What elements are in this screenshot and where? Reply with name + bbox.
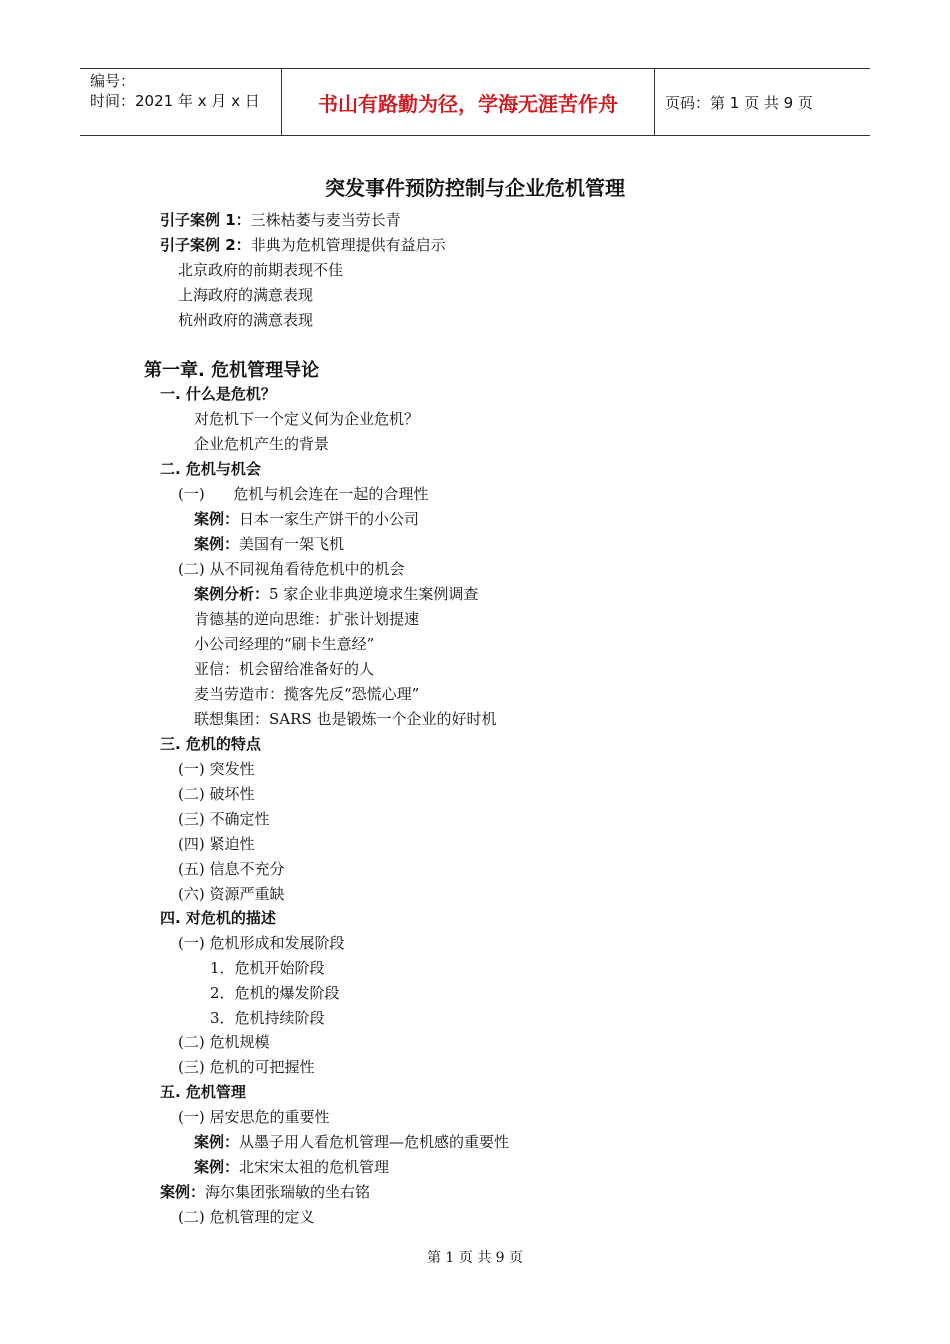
stage-item: 2．危机的爆发阶段 xyxy=(210,984,340,1002)
case-text: 海尔集团张瑞敏的坐右铭 xyxy=(205,1183,371,1201)
page-footer: 第 1 页 共 9 页 xyxy=(426,1250,524,1266)
section-3-item: (四) 紧迫性 xyxy=(178,835,255,853)
analysis-item: 联想集团：SARS 也是锻炼一个企业的好时机 xyxy=(194,710,497,728)
section-5-case-b xyxy=(194,1157,389,1177)
header-motto: 书山有路勤为径，学海无涯苦作舟 xyxy=(282,69,655,135)
section-4-heading: 四. 对危机的描述 xyxy=(160,909,276,927)
analysis-item: 小公司经理的“刷卡生意经” xyxy=(194,635,375,653)
section-2-case-b xyxy=(194,534,344,554)
header-page-info: 页码：第 1 页 共 9 页 xyxy=(665,93,813,112)
intro-item: 北京政府的前期表现不佳 xyxy=(178,261,344,279)
section-5-sub-2: (二) 危机管理的定义 xyxy=(178,1208,315,1226)
document-header xyxy=(80,68,870,136)
intro-case-2-text: 非典为危机管理提供有益启示 xyxy=(250,236,446,254)
analysis-label: 案例分析： xyxy=(194,585,270,603)
header-number-label: 编号： xyxy=(90,72,136,90)
section-3-item: (五) 信息不充分 xyxy=(178,860,285,878)
intro-case-1-text: 三株枯萎与麦当劳长青 xyxy=(250,211,401,229)
intro-item: 杭州政府的满意表现 xyxy=(178,311,314,329)
section-4-sub-2: (二) 危机规模 xyxy=(178,1033,270,1051)
section-1-item: 对危机下一个定义何为企业危机？ xyxy=(194,410,420,428)
section-1-item: 企业危机产生的背景 xyxy=(194,435,330,453)
section-3-item: (一) 突发性 xyxy=(178,760,255,778)
intro-case-2 xyxy=(160,235,446,255)
case-label: 案例： xyxy=(194,1133,240,1151)
stage-item: 1．危机开始阶段 xyxy=(210,959,325,977)
section-2-case-a xyxy=(194,509,419,529)
chapter-1-title: 第一章. 危机管理导论 xyxy=(144,360,320,381)
header-meta-cell xyxy=(80,69,282,135)
section-2-sub-2: (二) 从不同视角看待危机中的机会 xyxy=(178,560,405,578)
case-text: 北宋宋太祖的危机管理 xyxy=(239,1158,390,1176)
section-3-heading: 三. 危机的特点 xyxy=(160,735,261,753)
case-text: 从墨子用人看危机管理—危机感的重要性 xyxy=(239,1133,510,1151)
section-5-case-c xyxy=(160,1182,370,1202)
section-4-sub-1: (一) 危机形成和发展阶段 xyxy=(178,934,345,952)
section-2-sub-1: (一) 危机与机会连在一起的合理性 xyxy=(178,485,429,503)
analysis-item: 麦当劳造市：揽客先反“恐慌心理” xyxy=(194,685,420,703)
section-5-case-a xyxy=(194,1132,509,1152)
section-4-sub-3: (三) 危机的可把握性 xyxy=(178,1058,315,1076)
intro-case-1 xyxy=(160,210,401,230)
stage-item: 3．危机持续阶段 xyxy=(210,1009,325,1027)
section-5-heading: 五. 危机管理 xyxy=(160,1083,246,1101)
section-3-item: (三) 不确定性 xyxy=(178,810,270,828)
section-3-item: (六) 资源严重缺 xyxy=(178,885,285,903)
intro-case-1-label: 引子案例 1： xyxy=(160,211,251,229)
case-label: 案例： xyxy=(194,1158,240,1176)
section-2-heading: 二. 危机与机会 xyxy=(160,460,261,478)
case-label: 案例： xyxy=(194,535,240,553)
document-title: 突发事件预防控制与企业危机管理 xyxy=(325,176,625,200)
analysis-text: 5 家企业非典逆境求生案例调查 xyxy=(269,585,479,603)
case-label: 案例： xyxy=(160,1183,206,1201)
section-2-analysis xyxy=(194,584,478,604)
case-label: 案例： xyxy=(194,510,240,528)
case-text: 日本一家生产饼干的小公司 xyxy=(239,510,420,528)
header-time-label: 时间：2021 年 x 月 x 日 xyxy=(90,92,260,110)
intro-case-2-label: 引子案例 2： xyxy=(160,236,251,254)
section-1-heading: 一. 什么是危机？ xyxy=(160,385,276,403)
case-text: 美国有一架飞机 xyxy=(239,535,345,553)
analysis-item: 肯德基的逆向思维：扩张计划提速 xyxy=(194,610,420,628)
intro-item: 上海政府的满意表现 xyxy=(178,286,314,304)
section-3-item: (二) 破坏性 xyxy=(178,785,255,803)
analysis-item: 亚信：机会留给准备好的人 xyxy=(194,660,375,678)
section-5-sub-1: (一) 居安思危的重要性 xyxy=(178,1108,330,1126)
